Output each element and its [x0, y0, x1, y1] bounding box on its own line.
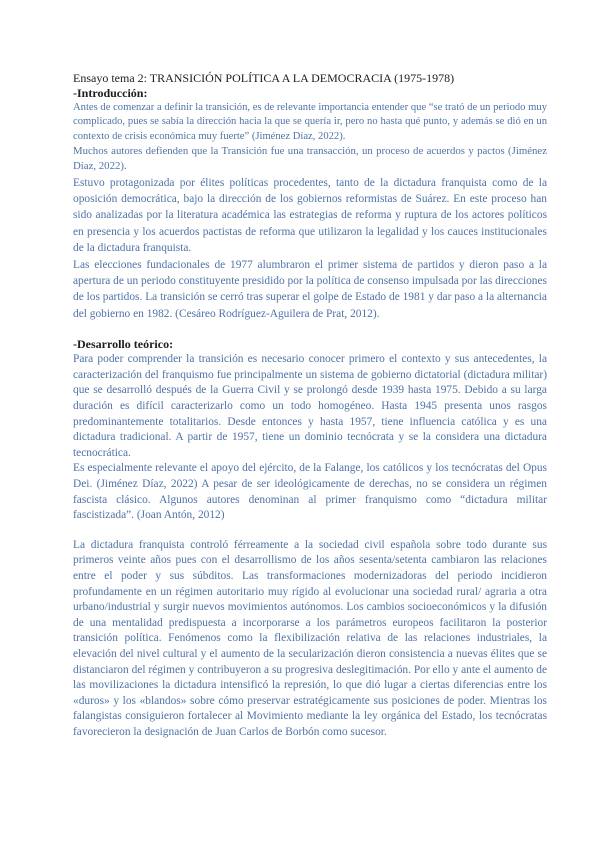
- development-paragraph-1: Para poder comprender la transición es necesario conocer primero el contexto y sus antecedentes, la caracterización del franquismo fue principalmente un sistema de gobierno dictatorial (dictadura militar) que se desarrolló después de la Guerra Civil y se prolongó desde 1939 hasta 1975. Debido a su larga duración es difícil caracterizarlo como un todo homogéneo. Hasta 1945 presenta unos rasgos predominantemente totalitarios. Desde entonces y hasta 1957, tiene influencia católica y es una dictadura tradicional. A partir de 1957, tiene un dominio tecnócrata y se la considera una dictadura tecnocrática.: [73, 353, 547, 459]
- intro-paragraph-4: Las elecciones fundacionales de 1977 alumbraron el primer sistema de partidos y dieron paso a la apertura de un periodo constituyente presidido por la política de consenso impulsada por las direcciones de los partidos. La transición se cerró tras superar el golpe de Estado de 1981 y dar paso a la alternancia del gobierno en 1982. (Cesáreo Rodríguez-Aguilera de Prat, 2012).: [73, 258, 547, 320]
- paragraph-gap: [73, 524, 547, 538]
- essay-title: Ensayo tema 2: TRANSICIÓN POLÍTICA A LA DEMOCRACIA (1975-1978): [73, 71, 455, 85]
- intro-heading: -Introducción:: [73, 86, 148, 100]
- essay-page: [73, 71, 547, 741]
- intro-paragraph-2: Muchos autores defienden que la Transición fue una transacción, un proceso de acuerdos y pactos (Jiménez Díaz, 2022).: [73, 145, 547, 173]
- intro-paragraph-1: Antes de comenzar a definir la transición, es de relevante importancia entender que “se trató de un periodo muy complicado, pues se sabía la dirección hacia la que se quería ir, pero no hasta qué punto, y además se dió en un contexto de crisis económica muy fuerte” (Jiménez Díaz, 2022).: [73, 102, 547, 142]
- intro-paragraph-3: Estuvo protagonizada por élites políticas procedentes, tanto de la dictadura franquista como de la oposición democrática, bajo la dirección de los gobiernos reformistas de Suárez. En este proceso han sido analizadas por la literatura académica las estrategias de reforma y ruptura de los actores políticos en presencia y los acuerdos pactistas de reforma que utilizaron la legalidad y los cauces institucionales de la dictadura franquista.: [73, 176, 547, 255]
- development-paragraph-3: La dictadura franquista controló férreamente a la sociedad civil española sobre todo durante sus primeros veinte años pues con el desarrollismo de los años sesenta/setenta cambiaron las relaciones entre el poder y sus súbditos. Las transformaciones modernizadoras del periodo incidieron profundamente en un régimen autoritario muy rígido al evolucionar una sociedad rural/ agraria a otra urbano/industrial y surgir nuevos movimientos autónomos. Los cambios socioeconómicos y la difusión de una mentalidad predispuesta a incorporarse a los parámetros europeos facilitaron la posterior transición política. Fenómenos como la flexibilización relativa de las relaciones industriales, la elevación del nivel cultural y el aumento de la secularización dieron consistencia a nuevas élites que se distanciaron del régimen y contribuyeron a su progresiva deslegitimación. Por ello y ante el aumento de las movilizaciones la dictadura intensificó la represión, lo que dió lugar a ciertas diferencias entre los «duros» y los «blandos» sobre cómo preservar estratégicamente sus posiciones de poder. Mientras los falangistas consiguieron fortalecer al Movimiento mediante la ley orgánica del Estado, los tecnócratas favorecieron la designación de Juan Carlos de Borbón como sucesor.: [73, 538, 547, 738]
- development-heading: -Desarrollo teórico:: [73, 337, 174, 352]
- development-paragraph-2: Es especialmente relevante el apoyo del ejército, de la Falange, los católicos y los tecnócratas del Opus Dei. (Jiménez Díaz, 2022) A pesar de ser ideológicamente de derechas, no se considera un régimen fascista clásico. Algunos autores denominan al primer franquismo como “dictadura militar fascistizada”. (Joan Antón, 2012): [73, 462, 547, 522]
- section-gap: [73, 322, 547, 337]
